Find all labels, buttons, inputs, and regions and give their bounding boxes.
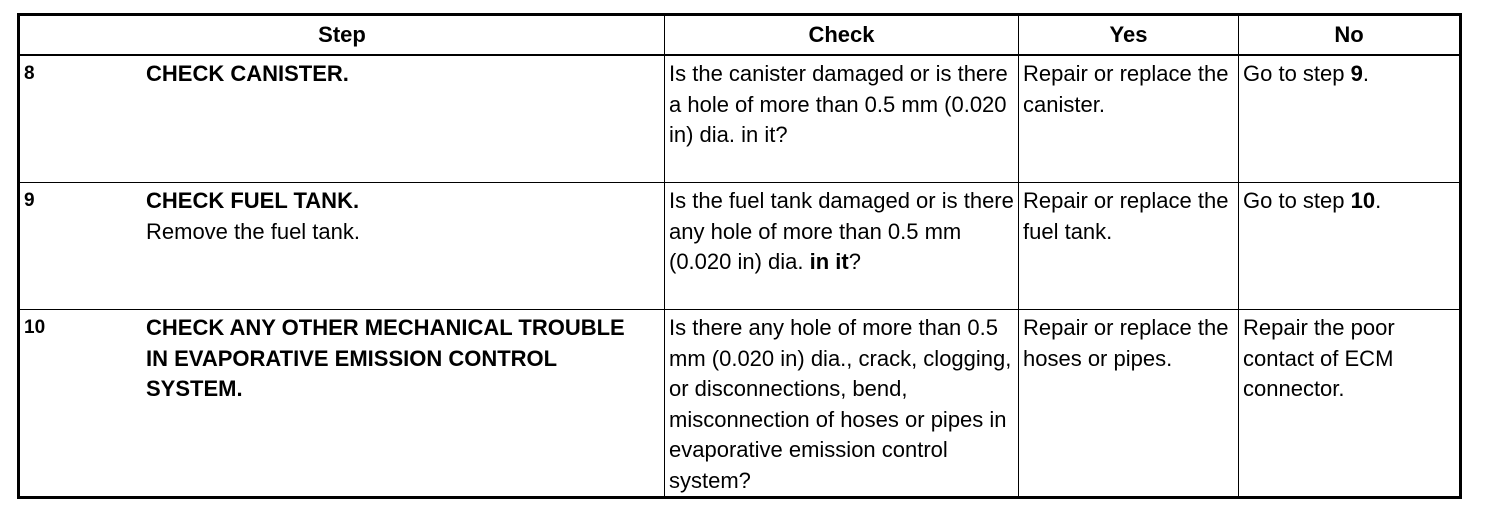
yes-cell: Repair or replace the canister.: [1019, 55, 1239, 183]
no-step-link: 10: [1350, 188, 1376, 213]
no-suffix: .: [1375, 188, 1382, 213]
step-number: 9: [24, 190, 35, 211]
no-cell: [1239, 183, 1461, 310]
table-row: [19, 310, 1461, 498]
yes-cell: Repair or replace the fuel tank.: [1019, 183, 1239, 310]
diagnostic-table: [17, 13, 1462, 499]
header-no: No: [1239, 15, 1461, 56]
table-row: [19, 183, 1461, 310]
step-title: CHECK ANY OTHER MECHANICAL TROUBLE IN EVAPORATIVE EMISSION CONTROL SYSTEM.: [146, 315, 625, 401]
yes-cell: Repair or replace the hoses or pipes.: [1019, 310, 1239, 498]
step-number: 8: [24, 63, 35, 84]
no-prefix: Go to step: [1243, 188, 1351, 213]
no-suffix: .: [1362, 61, 1369, 86]
check-suffix: ?: [848, 249, 861, 274]
no-step-link: 9: [1350, 61, 1363, 86]
step-cell: [19, 310, 665, 498]
no-prefix: Go to step: [1243, 61, 1351, 86]
step-number: 10: [24, 317, 46, 338]
step-description: Remove the fuel tank.: [146, 218, 361, 244]
check-cell: [665, 183, 1019, 310]
check-text: Is the fuel tank damaged or is there any hole of more than 0.5 mm (0.020 in) dia.: [669, 188, 1014, 274]
table-row: [19, 55, 1461, 183]
no-cell: Repair the poor contact of ECM connector.: [1239, 310, 1461, 498]
header-step: Step: [19, 15, 665, 56]
header-yes: Yes: [1019, 15, 1239, 56]
step-cell: [19, 55, 665, 183]
no-cell: [1239, 55, 1461, 183]
check-bold-text: in it: [809, 249, 849, 274]
step-title: CHECK FUEL TANK.: [146, 188, 360, 213]
header-row: [19, 15, 1461, 56]
step-title: CHECK CANISTER.: [146, 61, 349, 86]
step-cell: [19, 183, 665, 310]
check-cell: Is the canister damaged or is there a hole of more than 0.5 mm (0.020 in) dia. in it?: [665, 55, 1019, 183]
check-cell: Is there any hole of more than 0.5 mm (0.020 in) dia., crack, clogging, or disconnections, bend, misconnection of hoses or pipes in evaporative emission control system?: [665, 310, 1019, 498]
header-check: Check: [665, 15, 1019, 56]
